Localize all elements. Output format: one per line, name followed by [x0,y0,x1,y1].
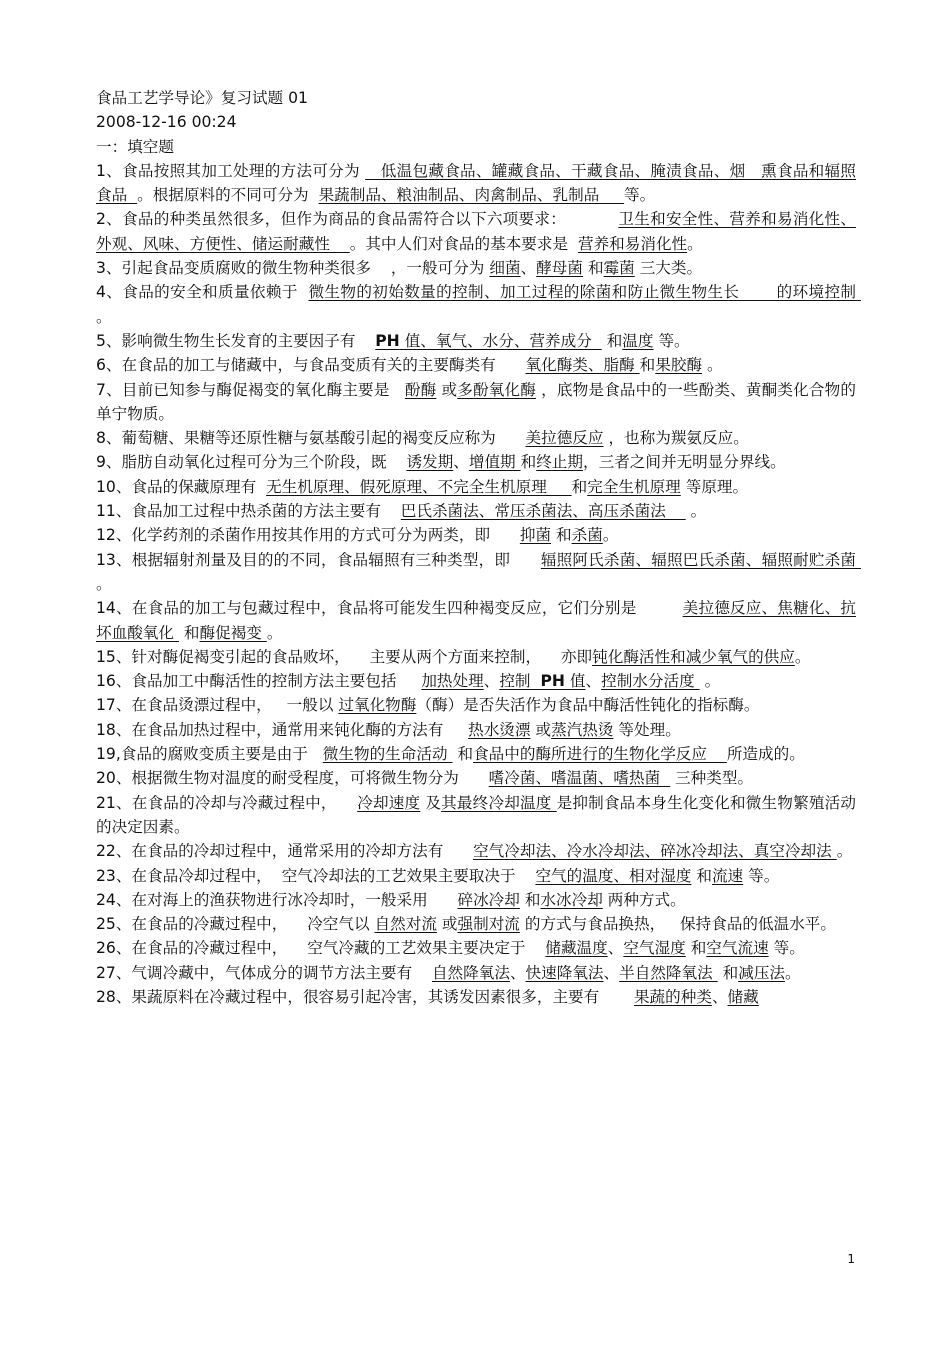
question-item [96,548,861,597]
question-text: ，也称为羰氨反应。 [603,429,749,448]
question-text: 和 [551,526,572,545]
question-item [96,912,856,936]
question-text: 、 [585,672,602,691]
question-text: 17、在食品烫漂过程中， 一般以 [96,696,339,715]
question-item [96,499,856,523]
question-item [96,596,856,645]
question-text: 。 [699,672,721,691]
question-text: 和 [601,331,623,350]
question-text: 1、食品按照其加工处理的方法可分为 [96,161,366,180]
answer-blank: 碎冰冷却 [457,890,520,909]
question-text: 和 [691,866,712,885]
answer-blank: 自然降氧法 [431,963,510,982]
question-text: 27、气调冷藏中，气体成分的调节方法主要有 [96,963,432,982]
answer-blank: 无生机原理、假死原理、不完全生机原理 [266,477,572,496]
question-text: 等。 [653,331,690,350]
question-text: 的方式与食品换热， 保持食品的低温水平。 [519,915,836,934]
answer-blank: 空气流速 [706,939,769,958]
question-text: 和 [685,939,707,958]
question-text: 12、化学药剂的杀菌作用按其作用的方式可分为两类，即 [96,526,520,545]
question-text: 。 [836,842,853,861]
question-item [96,718,856,742]
question-text: 或 [530,720,552,739]
question-item [96,645,856,669]
answer-blank: 钝化酶活性和减少氧气的供应 [592,647,795,666]
question-item [96,280,861,329]
answer-blank: 美拉德反应 [525,429,604,448]
question-item [96,791,856,840]
answer-blank: 嗜冷菌、嗜温菌、嗜热菌 [488,769,671,788]
answer-blank: 果蔬制品、粮油制品、肉禽制品、乳制品 [318,186,625,205]
question-text: （酶）是否失活作为食品中酶活性钝化的指标酶。 [416,696,760,715]
answer-blank: 微生物的初始数量的控制、加工过程的除菌和防止微生物生长 的环境控制 [308,283,861,302]
answer-blank: 营养和易消化性 [577,234,688,253]
question-text: 16、食品加工中酶活性的控制方法主要包括 [96,672,422,691]
question-item [96,669,856,693]
question-item [96,523,856,547]
question-text: 。 [602,526,619,545]
question-text: 和 [571,477,588,496]
question-text: 25、在食品的冷藏过程中， 冷空气以 [96,915,375,934]
answer-blank: 抑菌 [519,526,552,545]
question-text: 、 [509,963,526,982]
question-text: 。 [687,234,703,253]
question-text: 21、在食品的冷却与冷藏过程中， [96,793,358,812]
question-text: 、 [453,453,469,472]
question-text: 等原理。 [680,477,749,496]
question-text: 7、目前已知参与酶促褐变的氧化酶主要是 [96,380,405,399]
question-text: 。 [785,963,801,982]
question-text: 26、在食品的冷藏过程中， 空气冷藏的工艺效果主要决定于 [96,939,546,958]
answer-blank: 酵母菌 [536,259,583,278]
answer-blank: 储藏温度 [545,939,608,958]
answer-blank: 蒸汽热烫 [551,720,614,739]
question-text: 28、果蔬原料在冷藏过程中，很容易引起冷害，其诱发因素很多，主要有 [96,987,634,1006]
question-text: 所造成的。 [726,745,805,764]
answer-blank: 霉菌 [603,259,635,278]
question-item [96,159,856,208]
question-text: ，三者之间并无明显分界线。 [583,453,786,472]
question-item [96,353,856,377]
question-text: 6、在食品的加工与储藏中，与食品变质有关的主要酶类有 [96,356,526,375]
question-text: 14、在食品的加工与包藏过程中，食品将可能发生四种褐变反应，它们分别是 [96,599,683,618]
question-text: 两种方式。 [602,890,686,909]
question-item [96,839,856,863]
question-text: 。 [96,574,112,593]
question-text: 4、食品的安全和质量依赖于 [96,283,309,302]
question-text: 19,食品的腐败变质主要是由于 [96,745,323,764]
question-item [96,961,856,985]
answer-blank: 增值期 [468,453,521,472]
question-text: 5、影响微生物生长发育的主要因子有 [96,331,376,350]
question-text: 23、在食品冷却过程中， 空气冷却法的工艺效果主要取决于 [96,866,536,885]
question-text: 15、针对酶促褐变引起的食品败坏， 主要从两个方面来控制， 亦即 [96,647,593,666]
question-text: 22、在食品的冷却过程中，通常采用的冷却方法有 [96,842,474,861]
answer-blank: 温度 [622,331,654,350]
question-text: 11、食品加工过程中热杀菌的方法主要有 [96,502,401,521]
answer-blank: 控制 [499,672,541,691]
question-text: 和 [520,453,537,472]
post-datetime: 2008-12-16 00:24 [96,113,237,132]
question-item [96,742,856,766]
question-text: 和 [639,356,656,375]
answer-blank: 完全生机原理 [587,477,681,496]
question-text: 等。 [768,939,805,958]
question-text: 三大类。 [634,259,703,278]
answer-blank: 半自然降氧法 [619,963,718,982]
question-text: 18、在食品加热过程中，通常用来钝化酶的方法有 [96,720,469,739]
answer-blank: 空气的温度、相对湿度 [535,866,692,885]
answer-blank: 食品中的酶所进行的生物化学反应 [473,745,727,764]
answer-blank: 强制对流 [457,915,520,934]
answer-blank: 值 [564,672,586,691]
answer-blank: 多酚氧化酶 [457,380,537,399]
question-item [96,378,856,427]
question-text: 或 [436,915,458,934]
question-text: 和 [178,623,200,642]
question-text: 等。 [743,866,780,885]
question-text: 10、食品的保藏原理有 [96,477,267,496]
page-number: 1 [847,1252,855,1266]
answer-blank: 巴氏杀菌法、常压杀菌法、高压杀菌法 [400,502,686,521]
question-item [96,475,856,499]
question-text: 等。 [624,186,656,205]
answer-blank: 空气冷却法、冷水冷却法、碎冰冷却法、真空冷却法 [473,842,837,861]
question-text: ，底物是食品中的一些酚类、黄酮类化合物的单宁物质。 [96,380,856,423]
question-text: 20、根据微生物对温度的耐受程度，可将微生物分为 [96,769,489,788]
question-text: 三种类型。 [670,769,754,788]
question-text: 。 [685,502,707,521]
question-text: 2、食品的种类虽然很多，但作为商品的食品需符合以下六项要求： [96,210,619,229]
question-item [96,766,856,790]
question-item [96,888,856,912]
question-text: 和 [717,963,739,982]
answer-blank: 快速降氧法 [525,963,604,982]
page-content [96,86,861,1009]
answer-blank: 果胶酶 [655,356,703,375]
question-text: 和 [519,890,541,909]
answer-blank: 低温包藏食品、罐藏食品、干藏食品、腌渍食品、烟 熏食品和辐照食品 [96,161,856,205]
question-text: 24、在对海上的渔获物进行冰冷却时，一般采用 [96,890,458,909]
answer-blank: 微生物的生命活动 [322,745,453,764]
question-text: 13、根据辐射剂量及目的的不同，食品辐照有三种类型，即 [96,550,541,569]
question-list [96,159,861,1009]
document-title: 食品工艺学导论》复习试题 01 [96,89,308,107]
question-text: 。根据原料的不同可分为 [137,186,319,205]
answer-blank: 其最终冷却温度 [441,793,557,812]
section-heading: 一：填空题 [96,137,174,156]
answer-blank: 辐照阿氏杀菌、辐照巴氏杀菌、辐照耐贮杀菌 [540,550,861,569]
question-item [96,985,856,1009]
answer-blank: PH [375,331,400,350]
question-text: 。 [794,647,811,666]
answer-blank: 空气湿度 [623,939,686,958]
question-text: 。 [266,623,283,642]
question-text: 等处理。 [613,720,681,739]
answer-blank: 杀菌 [571,526,603,545]
answer-blank: 加热处理 [421,672,484,691]
question-item [96,864,856,888]
answer-blank: PH [540,672,565,691]
answer-blank: 细菌 [489,259,521,278]
question-text: 、 [607,939,624,958]
answer-blank: 冷却速度 [357,793,421,812]
answer-blank: 自然对流 [374,915,437,934]
question-text: 。 [702,356,723,375]
question-text: 、 [603,963,620,982]
answer-blank: 减压法 [738,963,786,982]
answer-blank: 终止期 [536,453,583,472]
answer-blank: 氧化酶类、脂酶 [525,356,640,375]
question-text: 。其中人们对食品的基本要求是 [349,234,578,253]
answer-blank: 值、氧气、水分、营养成分 [399,331,602,350]
answer-blank: 热水烫漂 [468,720,531,739]
answer-blank: 水冰冷却 [540,890,603,909]
question-text: 及 [420,793,442,812]
question-text: 或 [436,380,458,399]
question-text: 8、葡萄糖、果糖等还原性糖与氨基酸引起的褐变反应称为 [96,429,526,448]
question-text: 、 [520,259,537,278]
question-text: 。 [96,307,112,326]
answer-blank: 卫生和安全性、营养和易消化性、外观、风味、方便性、储运耐藏性 [96,210,856,253]
answer-blank: 储藏 [727,987,759,1006]
question-text: 和 [582,259,604,278]
answer-blank: 果蔬的种类 [633,987,712,1006]
question-text: 、 [711,987,728,1006]
question-item [96,207,856,256]
question-text: 9、脂肪自动氧化过程可分为三个阶段，既 [96,453,407,472]
answer-blank: 流速 [711,866,744,885]
answer-blank: 酚酶 [404,380,437,399]
question-item [96,256,856,280]
question-text: 3、引起食品变质腐败的微生物种类很多 ，一般可分为 [96,259,490,278]
question-text: 是抑制食品本身生化变化和微生物繁殖活动的决定因素。 [96,793,856,836]
question-item [96,936,856,960]
answer-blank: 过氧化物酶 [338,696,417,715]
question-text: 和 [452,745,474,764]
question-item [96,426,856,450]
answer-blank: 控制水分活度 [601,672,700,691]
answer-blank: 诱发期 [406,453,454,472]
question-item [96,693,856,717]
question-item [96,450,856,474]
answer-blank: 酶促褐变 [199,623,267,642]
answer-blank: 美拉德反应、焦糖化、抗坏血酸氧化 [96,599,856,642]
question-item [96,329,856,353]
question-text: 、 [483,672,500,691]
